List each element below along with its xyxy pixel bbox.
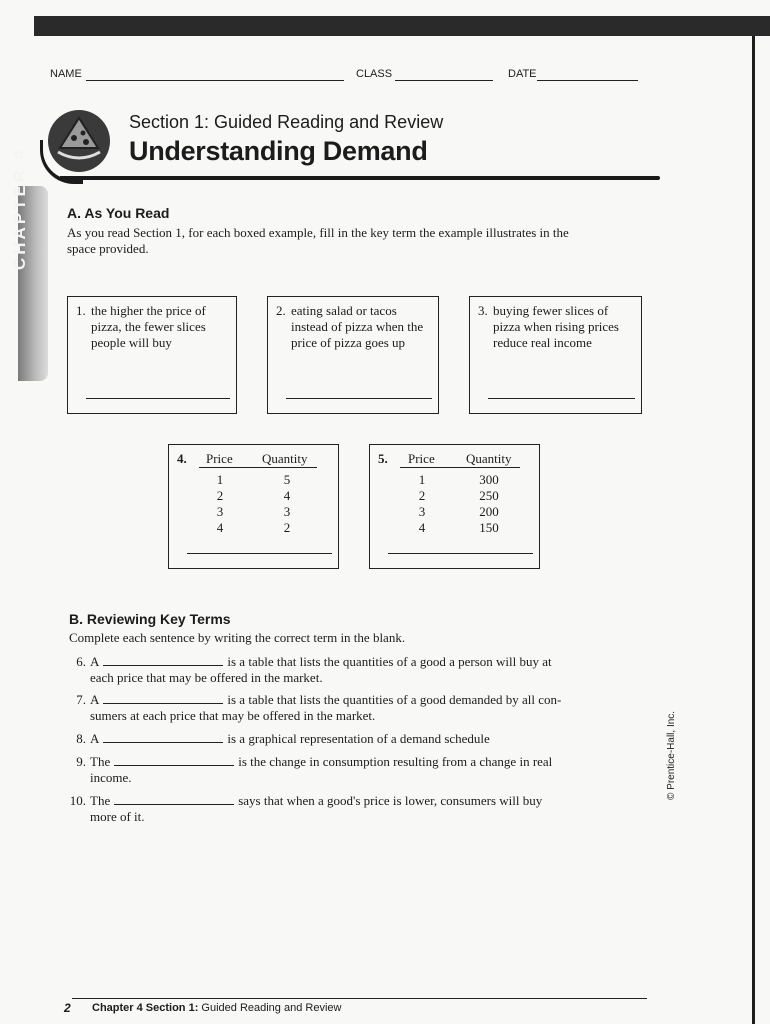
header-rule xyxy=(400,467,520,468)
list-item: 6. A is a table that lists the quantities of a good a person will buy at each price that may be offered in the market. xyxy=(76,654,552,685)
table-number: 5. xyxy=(378,451,388,466)
table-cell: 200 xyxy=(479,504,499,519)
date-label: DATE xyxy=(508,68,537,80)
answer-blank-3[interactable] xyxy=(488,398,635,399)
example-box-2: 2. eating salad or tacos instead of pizza when the price of pizza goes up xyxy=(267,296,439,414)
page-title: Understanding Demand xyxy=(129,136,428,166)
header-rule xyxy=(199,467,317,468)
title-rule xyxy=(60,176,660,180)
quantity-header: Quantity xyxy=(262,451,308,466)
table-cell: 4 xyxy=(283,488,291,503)
quantity-header: Quantity xyxy=(466,451,512,466)
copyright-text: © Prentice-Hall, Inc. xyxy=(666,710,677,800)
answer-blank-5[interactable] xyxy=(388,553,533,554)
table-cell: 150 xyxy=(479,520,499,535)
section-a-instructions: As you read Section 1, for each boxed example, fill in the key term the example illustrates in the space provided. xyxy=(67,225,569,256)
demand-table-5 xyxy=(369,444,540,569)
table-cell: 4 xyxy=(216,520,224,535)
list-item: 8. A is a graphical representation of a demand schedule xyxy=(76,731,490,746)
list-item: 9. The is the change in consumption resulting from a change in real income. xyxy=(76,754,553,785)
section-b-heading: B. Reviewing Key Terms xyxy=(69,611,231,627)
table-cell: 250 xyxy=(479,488,499,503)
section-b-instructions: Complete each sentence by writing the correct term in the blank. xyxy=(69,630,406,645)
table-cell: 3 xyxy=(283,504,291,519)
list-item: 10. The says that when a good's price is lower, consumers will buy more of it. xyxy=(69,793,543,824)
answer-blank-7[interactable] xyxy=(103,692,223,704)
footer-rule xyxy=(72,998,647,999)
footer-text: Chapter 4 Section 1: Guided Reading and Review xyxy=(92,1002,342,1014)
answer-blank-9[interactable] xyxy=(114,754,234,766)
table-number: 4. xyxy=(177,451,187,466)
class-field[interactable] xyxy=(395,80,493,81)
section-a-heading: A. As You Read xyxy=(67,205,170,221)
table-cell: 3 xyxy=(216,504,224,519)
answer-blank-2[interactable] xyxy=(286,398,432,399)
date-field[interactable] xyxy=(537,80,638,81)
table-cell: 2 xyxy=(283,520,291,535)
top-border-bar xyxy=(34,16,770,36)
name-field[interactable] xyxy=(86,80,344,81)
right-border-line xyxy=(752,36,755,1024)
table-cell: 4 xyxy=(418,520,426,535)
table-cell: 3 xyxy=(418,504,426,519)
answer-blank-6[interactable] xyxy=(103,654,223,666)
example-box-1: 1. the higher the price of pizza, the fewer slices people will buy xyxy=(67,296,237,414)
answer-blank-10[interactable] xyxy=(114,793,234,805)
table-cell: 1 xyxy=(216,472,224,487)
price-header: Price xyxy=(206,451,233,466)
page-number: 2 xyxy=(64,1001,71,1015)
name-label: NAME xyxy=(50,68,82,80)
table-cell: 300 xyxy=(479,472,499,487)
list-item: 7. A is a table that lists the quantities of a good demanded by all con- sumers at each price that may be offered in the market. xyxy=(76,692,562,723)
table-cell: 2 xyxy=(418,488,426,503)
answer-blank-8[interactable] xyxy=(103,731,223,743)
example-box-3: 3. buying fewer slices of pizza when rising prices reduce real income xyxy=(469,296,642,414)
table-cell: 1 xyxy=(418,472,426,487)
answer-blank-4[interactable] xyxy=(187,553,332,554)
class-label: CLASS xyxy=(356,68,393,80)
chapter-tab-label: CHAPTER 4 xyxy=(10,146,29,270)
answer-blank-1[interactable] xyxy=(86,398,230,399)
demand-table-4 xyxy=(168,444,339,569)
price-header: Price xyxy=(408,451,435,466)
table-cell: 2 xyxy=(216,488,224,503)
table-cell: 5 xyxy=(283,472,291,487)
section-title: Section 1: Guided Reading and Review xyxy=(129,112,444,132)
